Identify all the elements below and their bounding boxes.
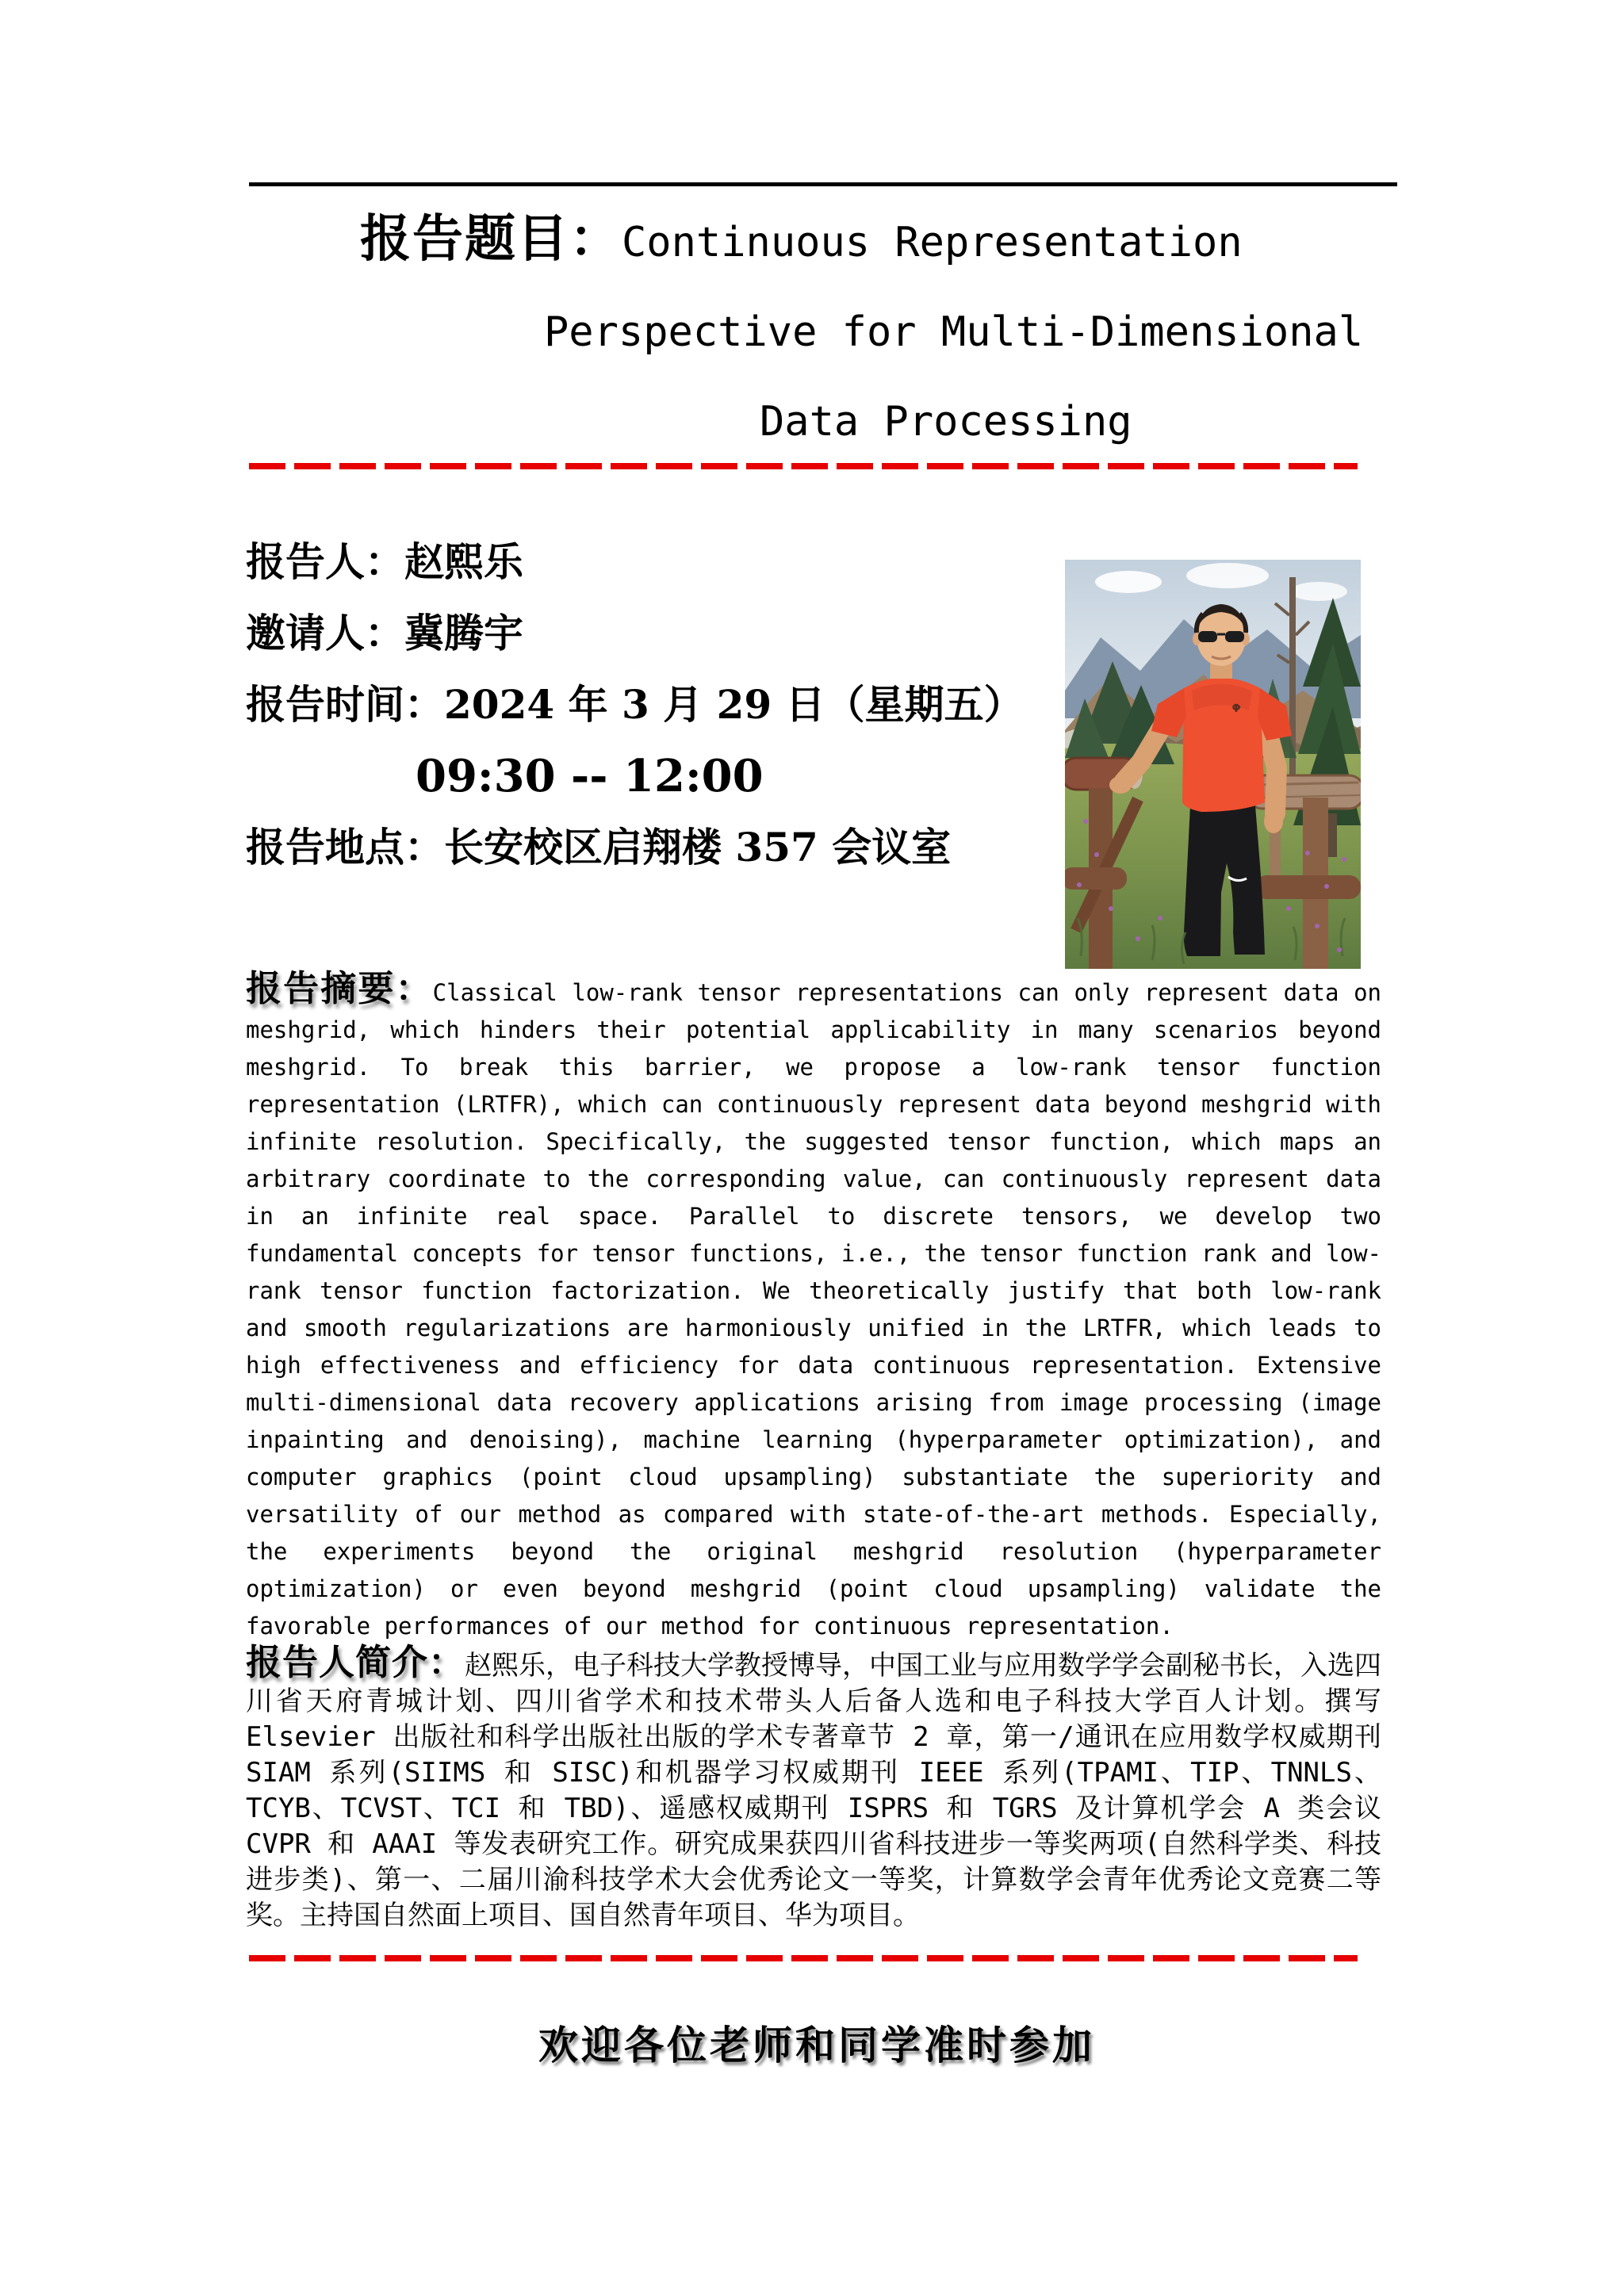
title-text-line-2: Perspective for Multi-Dimensional bbox=[544, 308, 1364, 356]
title-label: 报告题目： bbox=[360, 210, 622, 269]
speaker-photo-illustration bbox=[1065, 560, 1361, 969]
venue-label: 报告地点： bbox=[246, 824, 444, 871]
title-text-line-1: Continuous Representation bbox=[622, 219, 1243, 266]
time-value: 2024 年 3 月 29 日（星期五） bbox=[444, 681, 1024, 728]
venue-row bbox=[246, 812, 1086, 883]
speaker-photo bbox=[1065, 560, 1361, 969]
time-label: 报告时间： bbox=[246, 681, 444, 728]
top-divider bbox=[249, 182, 1397, 186]
bio-paragraph bbox=[246, 1641, 1382, 1934]
title-line-2 bbox=[544, 293, 1397, 382]
title-line-1 bbox=[360, 200, 1397, 293]
red-dashed-divider-bottom bbox=[249, 1955, 1358, 1961]
bio-text: 赵熙乐，电子科技大学教授博导，中国工业与应用数学学会副秘书长，入选四川省天府青城计划、四川省学术和技术带头人后备人选和电子科技大学百人计划。撰写 Elsevier 出版社和科学出版社出版的学术专著章节 2 章，第一/通讯在应用数学权威期刊 SIAM 系列(SIIMS 和 SISC)和机器学习权威期刊 IEEE 系列(TPAMI、TIP、TNNLS、TCYB、TCVST、TCI 和 TBD)、遥感权威期刊 ISPRS 和 TGRS 及计算机学会 A 类会议 CVPR 和 AAAI 等发表研究工作。研究成果获四川省科技进步一等奖两项(自然科学类、科技进步类)、第一、二届川渝科技学术大会优秀论文一等奖，计算数学会青年优秀论文竞赛二等奖。主持国自然面上项目、国自然青年项目、华为项目。 bbox=[246, 1650, 1382, 1931]
speaker-label: 报告人： bbox=[246, 538, 404, 585]
inviter-value: 冀腾宇 bbox=[404, 610, 523, 656]
bio-label: 报告人简介： bbox=[246, 1641, 465, 1683]
abstract-paragraph bbox=[246, 967, 1381, 1645]
time-range-value: 09:30 -- 12:00 bbox=[416, 750, 764, 802]
abstract-label: 报告摘要： bbox=[246, 967, 433, 1009]
red-dashed-divider-top bbox=[249, 463, 1358, 469]
title-block bbox=[249, 200, 1397, 472]
speaker-value: 赵熙乐 bbox=[404, 538, 523, 585]
inviter-row bbox=[246, 598, 1086, 669]
venue-value: 长安校区启翔楼 357 会议室 bbox=[444, 824, 952, 871]
info-block bbox=[246, 526, 1086, 883]
footer-note: 欢迎各位老师和同学准时参加 bbox=[538, 2022, 1095, 2068]
inviter-label: 邀请人： bbox=[246, 610, 404, 656]
speaker-row bbox=[246, 526, 1086, 598]
title-line-3 bbox=[760, 382, 1397, 472]
title-text-line-3: Data Processing bbox=[760, 398, 1132, 446]
time-range-row bbox=[246, 740, 1086, 812]
time-row bbox=[246, 669, 1086, 740]
abstract-text: Classical low-rank tensor representations can only represent data on meshgrid, which hinders their potential applicability in many scenarios beyond meshgrid. To break this barrier, we propose a low-rank tensor function representation (LRTFR), which can continuously represent data beyond meshgrid with infinite resolution. Specifically, the suggested tensor function, which maps an arbitrary coordinate to the corresponding value, can continuously represent data in an infinite real space. Parallel to discrete tensors, we develop two fundamental concepts for tensor functions, i.e., the tensor function rank and low-rank tensor function factorization. We theoretically justify that both low-rank and smooth regularizations are harmoniously unified in the LRTFR, which leads to high effectiveness and efficiency for data continuous representation. Extensive multi-dimensional data recovery applications arising from image processing (image inpainting and denoising), machine learning (hyperparameter optimization), and computer graphics (point cloud upsampling) substantiate the superiority and versatility of our method as compared with state-of-the-art methods. Especially, the experiments beyond the original meshgrid resolution (hyperparameter optimization) or even beyond meshgrid (point cloud upsampling) validate the favorable performances of our method for continuous representation. bbox=[246, 979, 1381, 1640]
